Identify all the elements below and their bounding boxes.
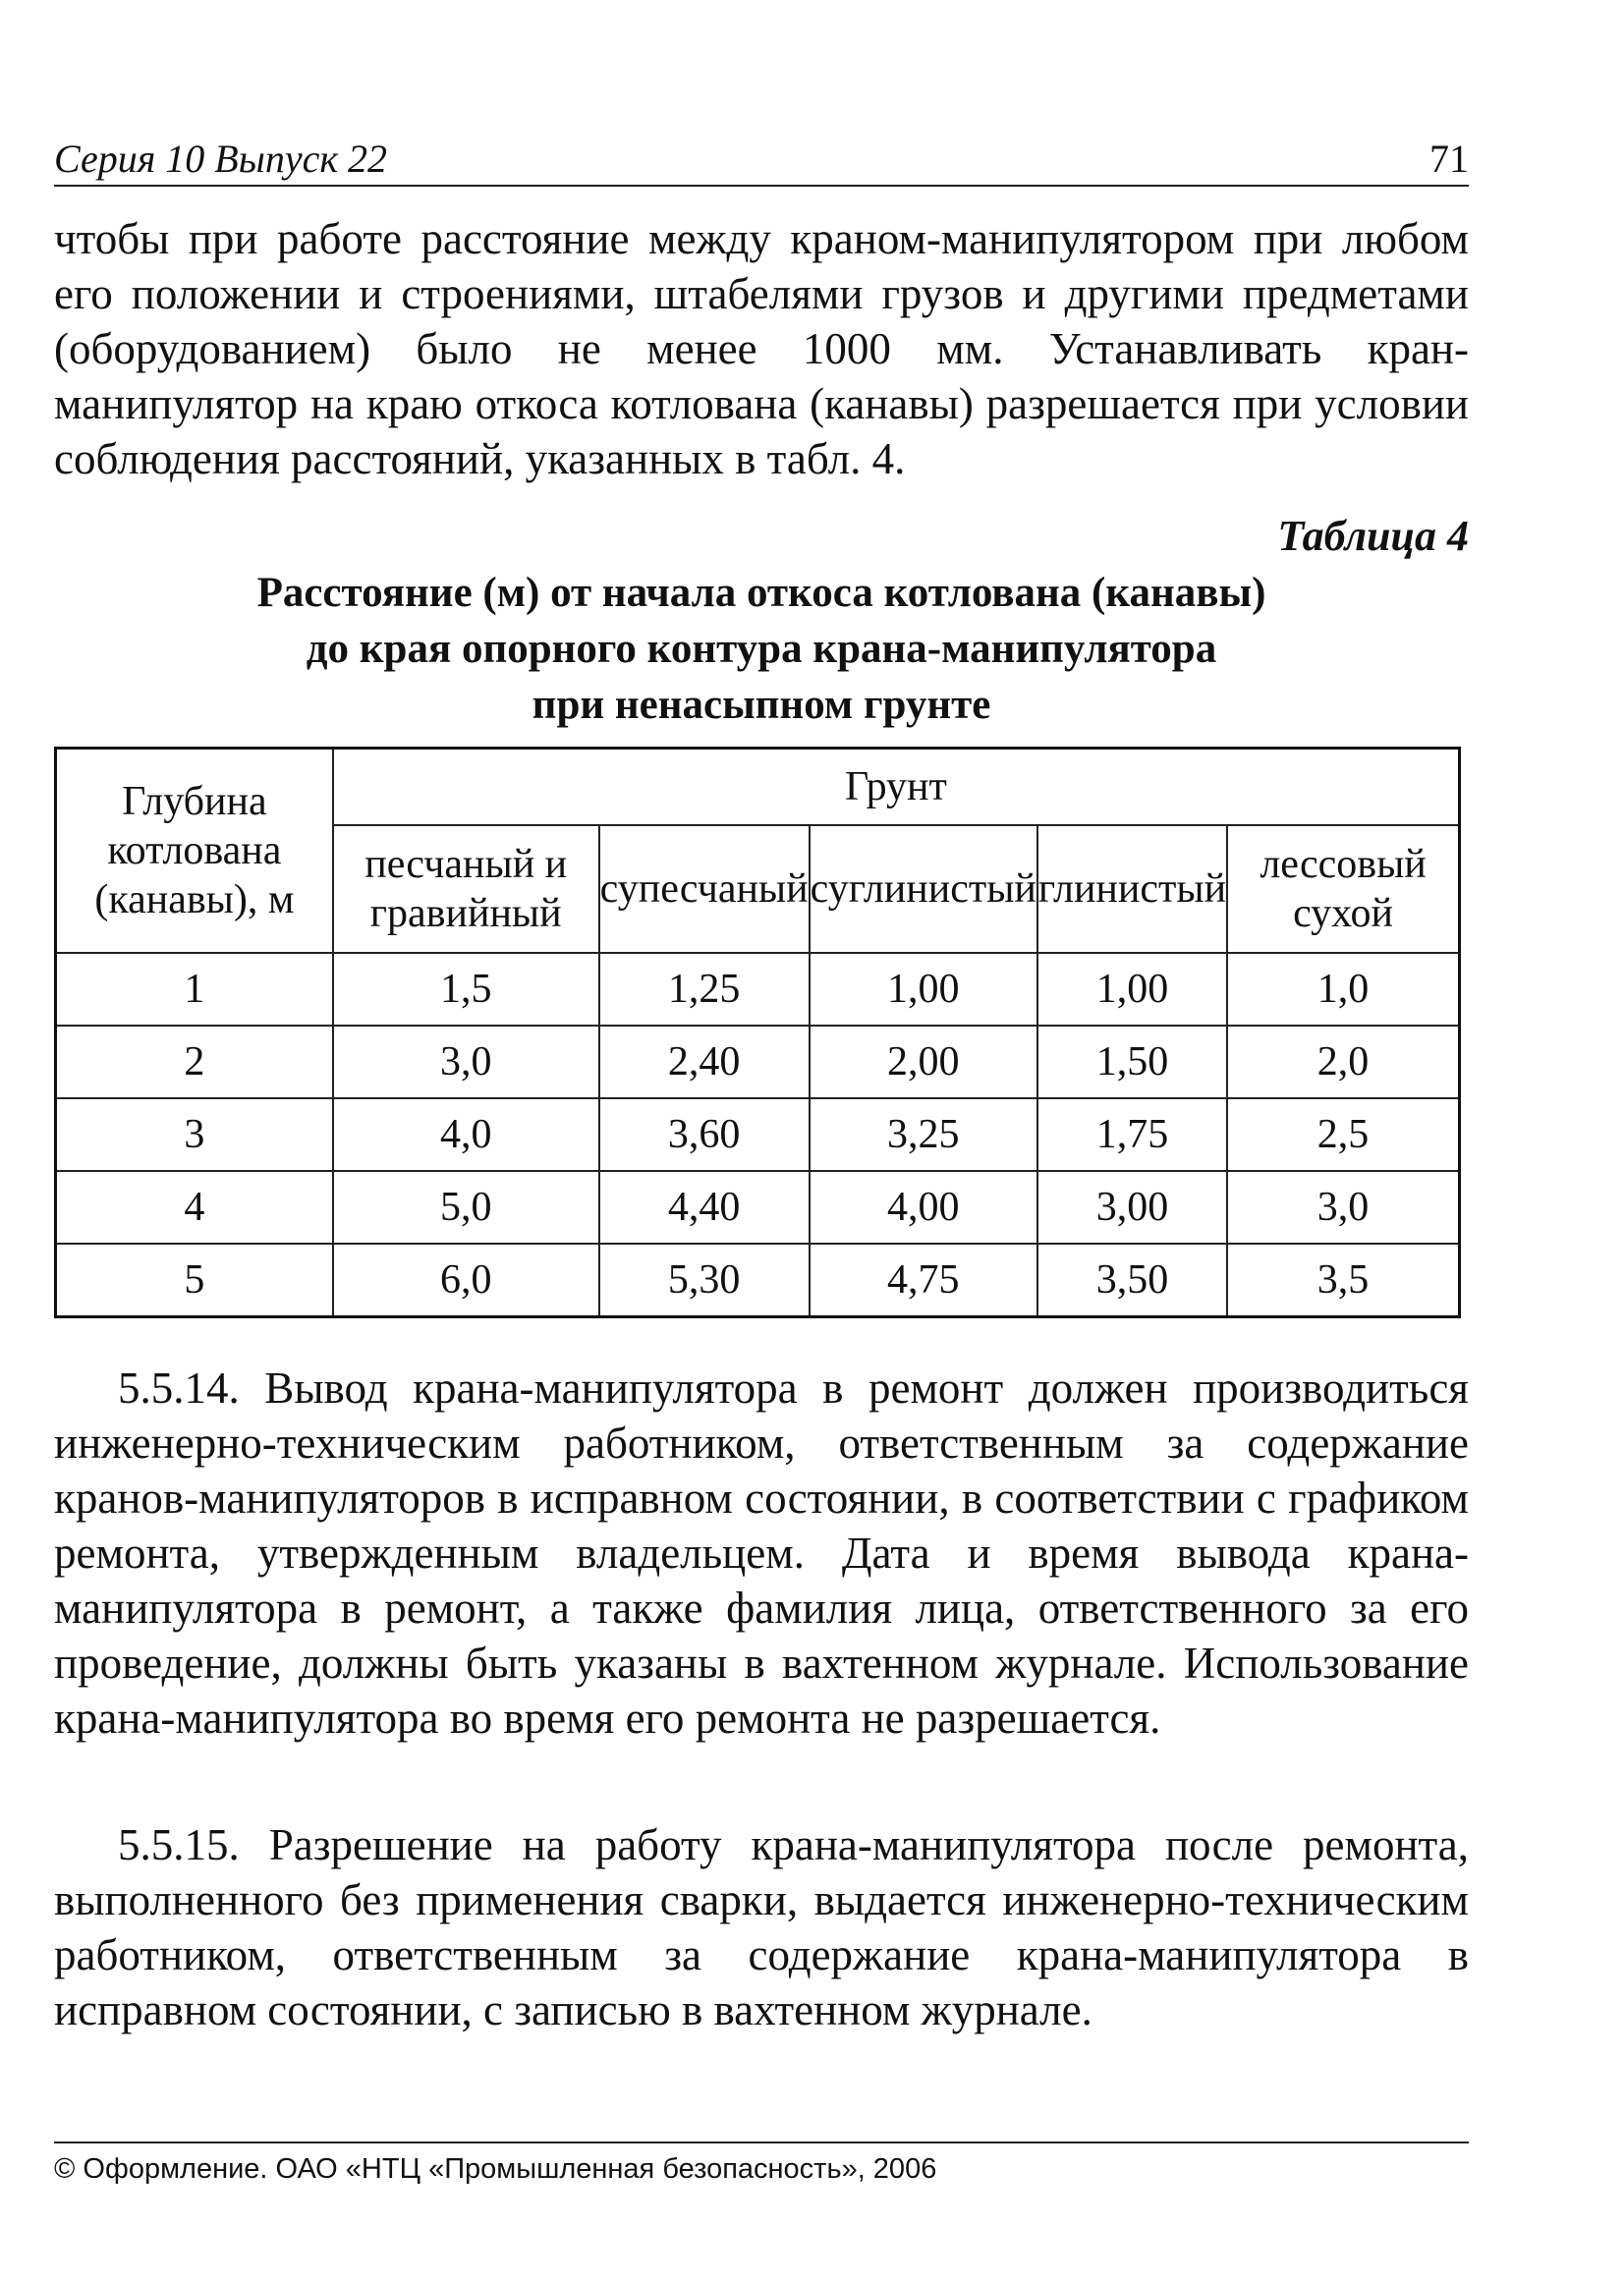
table-cell: 5 bbox=[56, 1244, 333, 1317]
table-cell: 1,00 bbox=[810, 953, 1037, 1026]
footer-copyright: © Оформление. ОАО «НТЦ «Промышленная безопасность», 2006 bbox=[54, 2153, 937, 2185]
table-cell: 3 bbox=[56, 1098, 333, 1171]
page-header bbox=[54, 130, 1469, 187]
table-cell: 1,50 bbox=[1037, 1026, 1227, 1098]
table-cell: 3,60 bbox=[599, 1098, 810, 1171]
table-title-line: Расстояние (м) от начала откоса котлована (канавы) bbox=[256, 570, 1266, 616]
table-cell: 2,0 bbox=[1227, 1026, 1459, 1098]
table-cell: 2,00 bbox=[810, 1026, 1037, 1098]
table-cell: 3,0 bbox=[333, 1026, 599, 1098]
table-cell: 1,00 bbox=[1037, 953, 1227, 1026]
table-cell: 1,0 bbox=[1227, 953, 1459, 1026]
footer-divider bbox=[54, 2142, 1469, 2143]
table-label: Таблица 4 bbox=[1277, 512, 1469, 560]
table-cell: 1 bbox=[56, 953, 333, 1026]
soil-type-header: песчаный и гравийный bbox=[333, 825, 599, 953]
soil-type-header: супесчаный bbox=[599, 825, 810, 953]
table-cell: 3,0 bbox=[1227, 1171, 1459, 1244]
table-cell: 3,25 bbox=[810, 1098, 1037, 1171]
table-cell: 4 bbox=[56, 1171, 333, 1244]
paragraph-5-5-14: 5.5.14. Вывод крана-манипулятора в ремонт должен производиться инженерно-техническим работником, ответственным за содержание кранов-манипуляторов в исправном состоянии, в соответствии с графиком ремонта, утвержденным владельцем. Дата и время вывода крана-манипулятора в ремонт, а также фамилия лица, ответственного за его проведение, должны быть указаны в вахтенном журнале. Использование крана-манипулятора во время его ремонта не разрешается. bbox=[54, 1363, 1469, 1743]
table-cell: 6,0 bbox=[333, 1244, 599, 1317]
table-cell: 4,0 bbox=[333, 1098, 599, 1171]
table-cell: 1,5 bbox=[333, 953, 599, 1026]
soil-header: Грунт bbox=[333, 749, 1460, 826]
table-cell: 3,5 bbox=[1227, 1244, 1459, 1317]
table-row bbox=[56, 1026, 1460, 1098]
table-title-line: до края опорного контура крана-манипулятора bbox=[306, 626, 1217, 672]
table-title-line: при ненасыпном грунте bbox=[532, 682, 991, 728]
table-cell: 2,40 bbox=[599, 1026, 810, 1098]
table-cell: 3,00 bbox=[1037, 1171, 1227, 1244]
table-row bbox=[56, 1098, 1460, 1171]
soil-type-header: глинистый bbox=[1037, 825, 1227, 953]
soil-type-header: лессовый сухой bbox=[1227, 825, 1459, 953]
soil-type-header: суглинистый bbox=[810, 825, 1037, 953]
table-row bbox=[56, 1171, 1460, 1244]
table-title bbox=[54, 565, 1469, 733]
table-cell: 1,25 bbox=[599, 953, 810, 1026]
table-cell: 4,75 bbox=[810, 1244, 1037, 1317]
table-cell: 2,5 bbox=[1227, 1098, 1459, 1171]
table-cell: 4,00 bbox=[810, 1171, 1037, 1244]
table-cell: 1,75 bbox=[1037, 1098, 1227, 1171]
table-cell: 2 bbox=[56, 1026, 333, 1098]
depth-header: Глубина котлована (канавы), м bbox=[56, 749, 333, 954]
table-row bbox=[56, 1244, 1460, 1317]
intro-paragraph: чтобы при работе расстояние между краном-манипулятором при любом его положении и строениями, штабелями грузов и другими предметами (оборудованием) было не менее 1000 мм. Устанавливать кран-манипулятор на краю откоса котлована (канавы) разрешается при условии соблюдения расстояний, указанных в табл. 4. bbox=[54, 214, 1469, 483]
table-cell: 4,40 bbox=[599, 1171, 810, 1244]
table-cell: 5,0 bbox=[333, 1171, 599, 1244]
distance-table bbox=[54, 747, 1461, 1318]
table-cell: 5,30 bbox=[599, 1244, 810, 1317]
table-cell: 3,50 bbox=[1037, 1244, 1227, 1317]
series-label: Серия 10 Выпуск 22 bbox=[54, 137, 388, 181]
table-row bbox=[56, 953, 1460, 1026]
page-number: 71 bbox=[1429, 137, 1469, 181]
paragraph-5-5-15: 5.5.15. Разрешение на работу крана-манипулятора после ремонта, выполненного без применения сварки, выдается инженерно-техническим работником, ответственным за содержание крана-манипулятора в исправном состоянии, с записью в вахтенном журнале. bbox=[54, 1820, 1469, 2034]
